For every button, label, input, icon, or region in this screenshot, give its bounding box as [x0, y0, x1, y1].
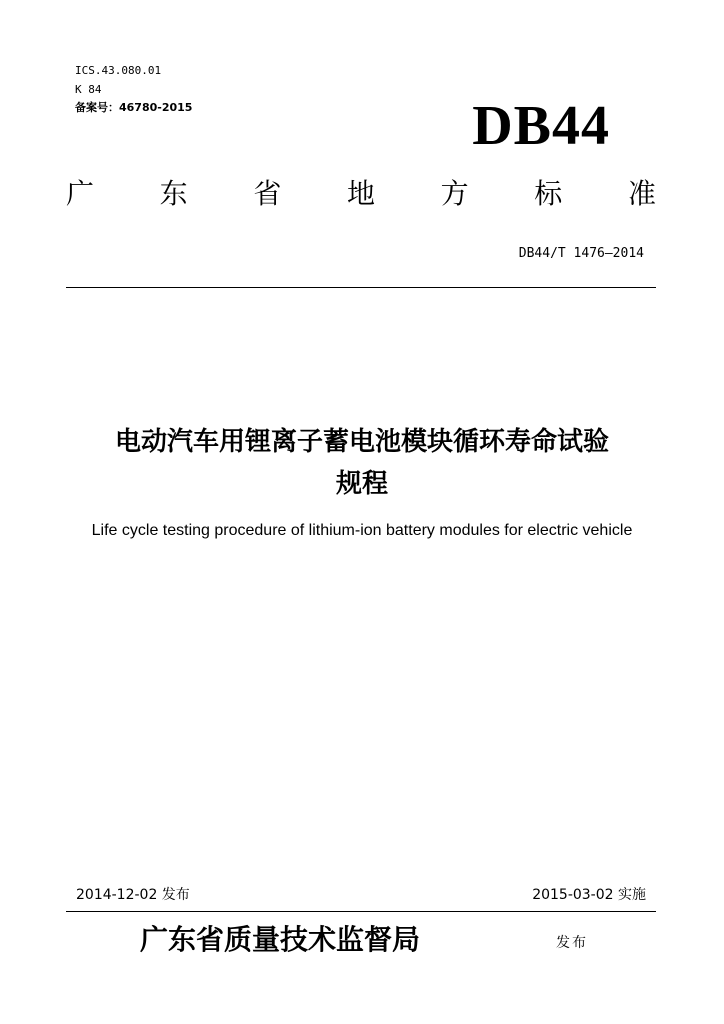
document-title-english: Life cycle testing procedure of lithium-ion battery modules for electric vehicle [91, 522, 633, 539]
record-number: 备案号：46780-2015 [75, 101, 193, 114]
standard-type-char: 准 [627, 177, 656, 210]
standard-number: DB44/T 1476—2014 [518, 246, 644, 261]
standard-type-char: 方 [440, 177, 469, 210]
standard-type-char: 东 [159, 177, 188, 210]
release-date: 2014-12-02 发布 [76, 887, 190, 903]
ics-code: ICS.43.080.01 [75, 64, 162, 77]
db-code: DB44 [472, 95, 610, 157]
document-title-line2: 规程 [335, 469, 388, 499]
footer-divider [66, 911, 656, 912]
header-divider [66, 287, 656, 288]
standard-type-char: 广 [66, 177, 95, 210]
standard-type [66, 176, 656, 212]
standard-type-char: 省 [253, 177, 282, 210]
issuer-name: 广东省质量技术监督局 [140, 923, 421, 956]
ccs-code: K 84 [75, 83, 102, 96]
document-title-line1: 电动汽车用锂离子蓄电池模块循环寿命试验 [114, 427, 609, 457]
standard-type-char: 标 [534, 177, 563, 210]
standard-type-char: 地 [346, 177, 375, 210]
implement-date: 2015-03-02 实施 [532, 887, 646, 903]
issuer-suffix: 发布 [556, 935, 588, 951]
